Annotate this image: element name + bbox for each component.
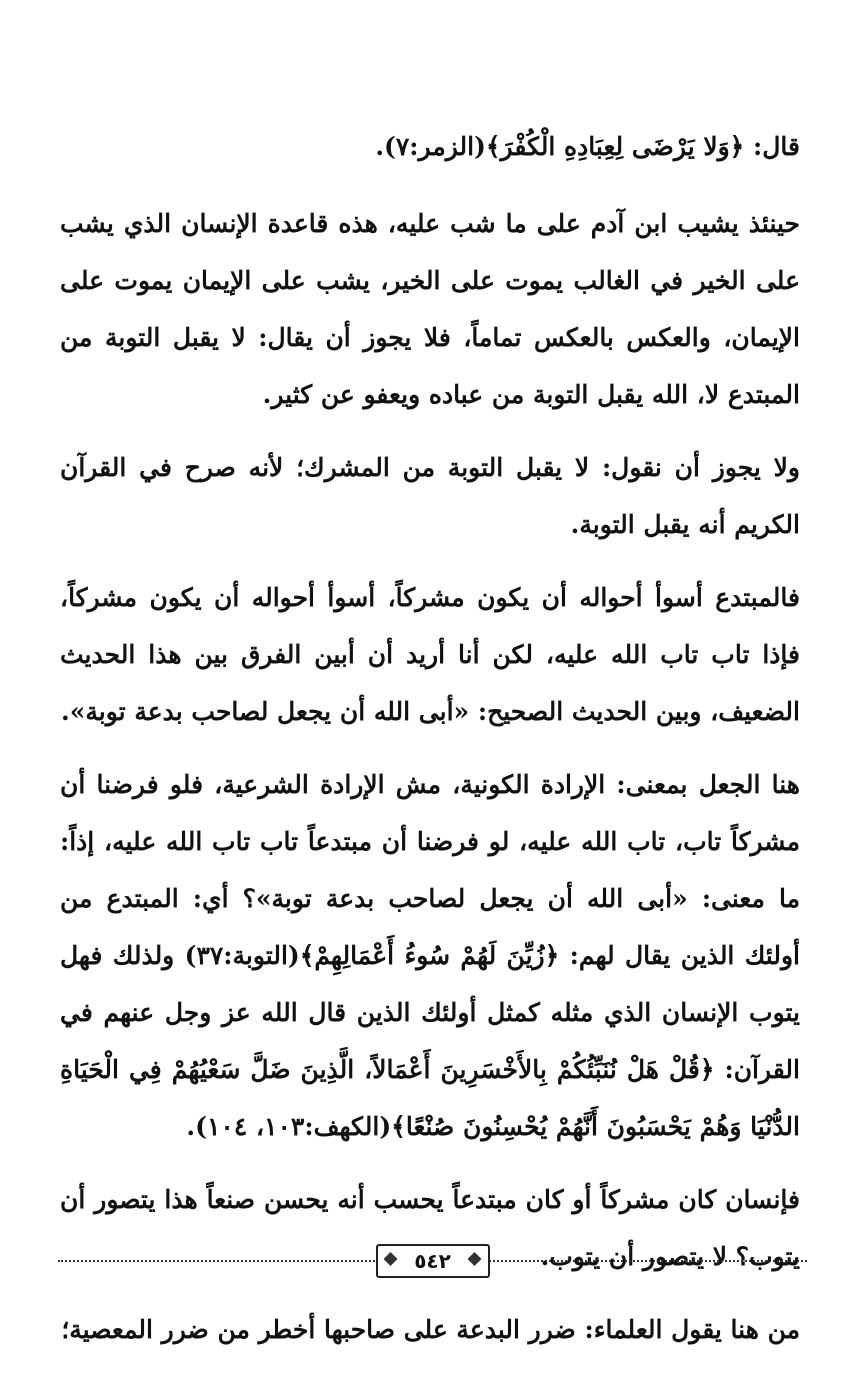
paragraph-2: حينئذ يشيب ابن آدم على ما شب عليه، هذه قاعدة الإنسان الذي يشب على الخير في الغالب يموت على الخير، يشب على الإيمان يموت على الإيمان، والعكس بالعكس تماماً، فلا يجوز أن يقال: لا يقبل التوبة من المبتدع لا، الله يقبل التوبة من عباده ويعفو عن كثير.: [60, 209, 800, 409]
page-number: ٥٤٢: [414, 1249, 451, 1273]
paragraph-7: من هنا يقول العلماء: ضرر البدعة على صاحبها أخطر من ضرر المعصية؛: [61, 1315, 800, 1344]
paragraph-1: قال: ﴿وَلا يَرْضَى لِعِبَادِهِ الْكُفْرَ﴾(الزمر:٧).: [375, 132, 800, 161]
page-footer: [58, 1240, 807, 1280]
paragraph-6: فإنسان كان مشركاً أو كان مبتدعاً يحسب أنه يحسن صنعاً هذا يتصور أن يتوب؟ لا يتصور أن يتوب.: [60, 1185, 800, 1271]
ornament-icon: [384, 1252, 398, 1266]
page-body: [60, 118, 800, 1374]
paragraph-4: فالمبتدع أسوأ أحواله أن يكون مشركاً، أسوأ أحواله أن يكون مشركاً، فإذا تاب تاب الله عليه، لكن أنا أريد أن أبين الفرق بين هذا الحديث الضعيف، وبين الحديث الصحيح: «أبى الله أن يجعل لصاحب بدعة توبة».: [60, 583, 800, 726]
paragraph-3: ولا يجوز أن نقول: لا يقبل التوبة من المشرك؛ لأنه صرح في القرآن الكريم أنه يقبل التوبة.: [60, 453, 800, 539]
page-number-frame: [376, 1244, 490, 1278]
ornament-icon: [468, 1252, 482, 1266]
paragraph-5: هنا الجعل بمعنى: الإرادة الكونية، مش الإرادة الشرعية، فلو فرضنا أن مشركاً تاب، تاب الله عليه، لو فرضنا أن مبتدعاً تاب تاب الله عليه، إذاً: ما معنى: «أبى الله أن يجعل لصاحب بدعة توبة»؟ أي: المبتدع من أولئك الذين يقال لهم: ﴿زُيِّنَ لَهُمْ سُوءُ أَعْمَالِهِمْ﴾(التوبة:٣٧) ولذلك فهل يتوب الإنسان الذي مثله كمثل أولئك الذين قال الله عز وجل عنهم في القرآن: ﴿قُلْ هَلْ نُنَبِّئُكُمْ بِالأَخْسَرِينَ أَعْمَالاً، الَّذِينَ ضَلَّ سَعْيُهُمْ فِي الْحَيَاةِ الدُّنْيَا وَهُمْ يَحْسَبُونَ أَنَّهُمْ يُحْسِنُونَ صُنْعًا﴾(الكهف:١٠٣، ١٠٤).: [60, 770, 800, 1141]
